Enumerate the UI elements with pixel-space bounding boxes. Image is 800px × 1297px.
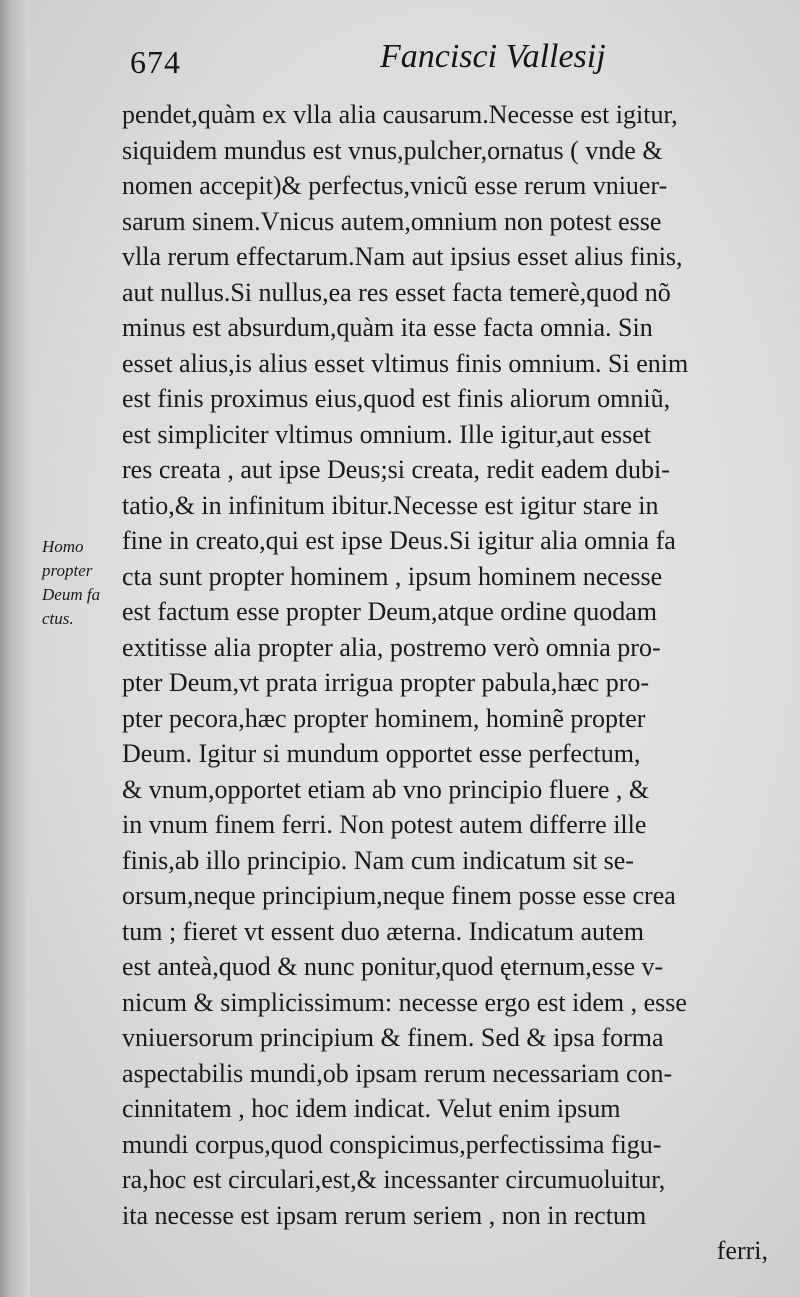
marginal-note-line: Deum fa	[42, 585, 101, 604]
running-head: Fancisci Vallesij	[380, 38, 606, 75]
page-header	[130, 38, 630, 88]
text-line: minus est absurdum,quàm ita esse facta omnia. Sin	[122, 313, 653, 342]
text-line: cta sunt propter hominem , ipsum hominem necesse	[122, 561, 663, 591]
text-line: orsum,neque principium,neque finem posse esse crea	[122, 881, 676, 910]
text-line: extitisse alia propter alia, postremo verò omnia pro-	[122, 632, 661, 662]
text-line: nomen accepit)& perfectus,vnicũ esse rerum vniuer-	[122, 171, 668, 200]
text-line: & vnum,opportet etiam ab vno principio fluere , &	[122, 774, 650, 804]
text-line: ita necesse est ipsam rerum seriem , non in rectum	[122, 1200, 647, 1230]
text-line: siquidem mundus est vnus,pulcher,ornatus ( vnde &	[122, 135, 663, 165]
marginal-note	[42, 535, 122, 631]
text-line: cinnitatem , hoc idem indicat. Velut enim ipsum	[122, 1094, 621, 1123]
text-line: vniuersorum principium & finem. Sed & ipsa forma	[122, 1023, 664, 1052]
text-line: pendet,quàm ex vlla alia causarum.Necesse est igitur,	[122, 100, 678, 129]
text-line: res creata , aut ipse Deus;si creata, redit eadem dubi-	[122, 455, 670, 484]
marginal-note-line: Homo	[42, 537, 84, 556]
marginal-note-line: ctus.	[42, 609, 74, 628]
text-line: aut nullus.Si nullus,ea res esset facta temerè,quod nõ	[122, 277, 671, 307]
text-line: vlla rerum effectarum.Nam aut ipsius esset alius finis,	[122, 242, 683, 271]
text-line: pter Deum,vt prata irrigua propter pabula,hæc pro-	[122, 668, 650, 697]
text-line-catchword: ferri,	[716, 1236, 768, 1265]
text-line: sarum sinem.Vnicus autem,omnium non potest esse	[122, 206, 662, 236]
text-line: ra,hoc est circulari,est,& incessanter circumuoluitur,	[122, 1165, 666, 1194]
page-gutter-shadow	[0, 0, 30, 1297]
text-line: esset alius,is alius esset vltimus finis omnium. Si enim	[122, 348, 689, 378]
text-line: est factum esse propter Deum,atque ordine quodam	[122, 597, 657, 626]
text-line: Deum. Igitur si mundum opportet esse perfectum,	[122, 739, 641, 768]
text-line: mundi corpus,quod conspicimus,perfectissima figu-	[122, 1129, 662, 1159]
body-text	[122, 97, 772, 1269]
text-line: est anteà,quod & nunc ponitur,quod ęternum,esse v-	[122, 952, 664, 981]
text-line: est finis proximus eius,quod est finis aliorum omniũ,	[122, 384, 671, 413]
text-line: nicum & simplicissimum: necesse ergo est idem , esse	[122, 987, 687, 1017]
text-line: finis,ab illo principio. Nam cum indicatum sit se-	[122, 845, 634, 875]
text-line: aspectabilis mundi,ob ipsam rerum necessariam con-	[122, 1058, 673, 1088]
text-line: in vnum finem ferri. Non potest autem differre ille	[122, 810, 647, 839]
text-line: fine in creato,qui est ipse Deus.Si igitur alia omnia fa	[122, 526, 676, 555]
marginal-note-line: propter	[42, 561, 93, 580]
text-line: pter pecora,hæc propter hominem, hominẽ propter	[122, 703, 646, 733]
text-line: tum ; fieret vt essent duo æterna. Indicatum autem	[122, 916, 645, 946]
text-line: est simpliciter vltimus omnium. Ille igitur,aut esset	[122, 419, 652, 449]
text-line: tatio,& in infinitum ibitur.Necesse est igitur stare in	[122, 490, 659, 520]
page-number: 674	[130, 44, 181, 80]
